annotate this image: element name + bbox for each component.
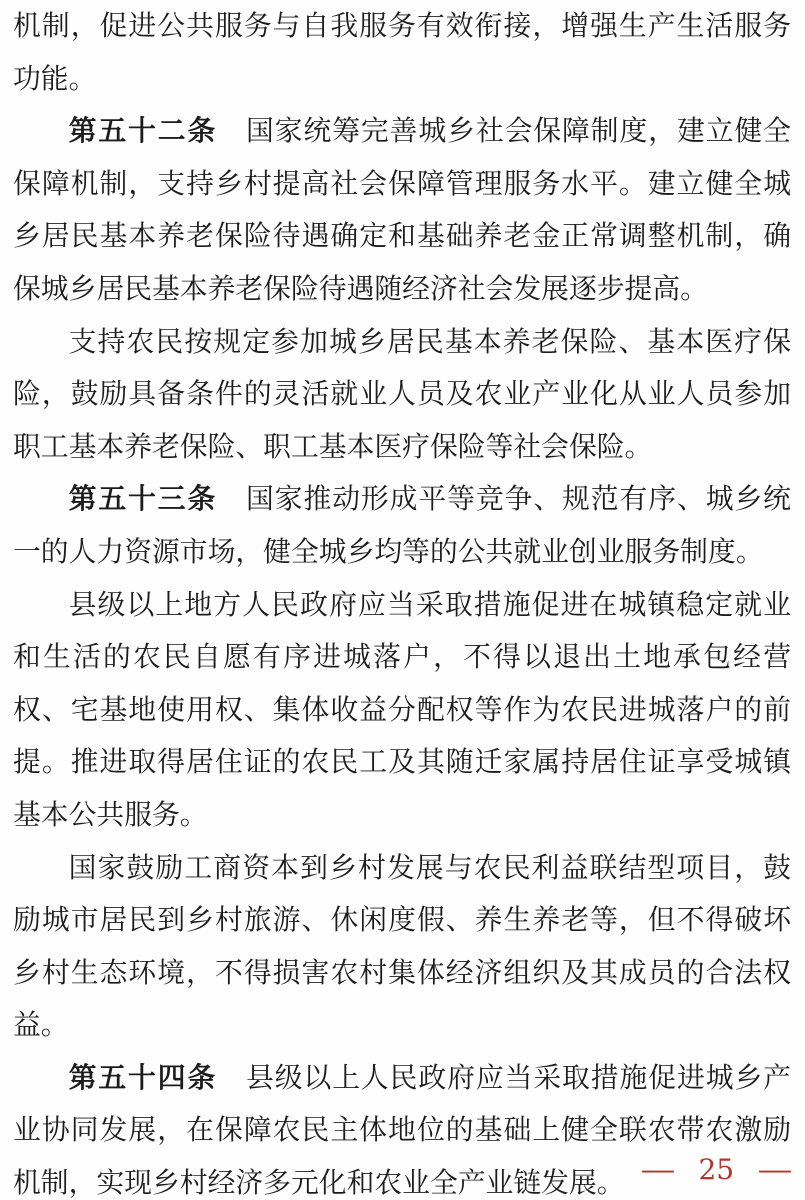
article-paragraph: 第五十二条 国家统筹完善城乡社会保障制度，建立健全保障机制，支持乡村提高社会保障管理服务水平。建立健全城乡居民基本养老保险待遇确定和基础养老金正常调整机制，确保城乡居民基本养老保险待遇随经济社会发展逐步提高。 <box>13 114 791 305</box>
paragraph: 支持农民按规定参加城乡居民基本养老保险、基本医疗保险，鼓励具备条件的灵活就业人员及农业产业化从业人员参加职工基本养老保险、职工基本医疗保险等社会保险。 <box>13 324 791 463</box>
document-body <box>13 0 791 1200</box>
paragraph: 国家鼓励工商资本到乡村发展与农民利益联结型项目，鼓励城市居民到乡村旅游、休闲度假、养生养老等，但不得破坏乡村生态环境，不得损害农村集体经济组织及其成员的合法权益。 <box>13 850 791 1042</box>
paragraph: 机制，促进公共服务与自我服务有效衔接，增强生产生活服务功能。 <box>13 9 791 95</box>
article-number: 第五十二条 <box>68 114 218 148</box>
article-number: 第五十四条 <box>68 1060 218 1094</box>
article-paragraph: 第五十三条 国家推动形成平等竞争、规范有序、城乡统一的人力资源市场，健全城乡均等的公共就业创业服务制度。 <box>13 482 791 568</box>
paragraph: 县级以上地方人民政府应当采取措施促进在城镇稳定就业和生活的农民自愿有序进城落户，不得以退出土地承包经营权、宅基地使用权、集体收益分配权等作为农民进城落户的前提。推进取得居住证的农民工及其随迁家属持居住证享受城镇基本公共服务。 <box>13 587 791 831</box>
page-number: 25 <box>698 1153 735 1186</box>
page-footer <box>640 1148 793 1192</box>
footer-right-dash: — <box>757 1153 793 1186</box>
article-number: 第五十三条 <box>68 482 218 516</box>
article-paragraph: 第五十四条 县级以上人民政府应当采取措施促进城乡产业协同发展，在保障农民主体地位的基础上健全联农带农激励机制，实现乡村经济多元化和农业全产业链发展。 <box>13 1060 791 1200</box>
footer-left-dash: — <box>640 1153 676 1186</box>
